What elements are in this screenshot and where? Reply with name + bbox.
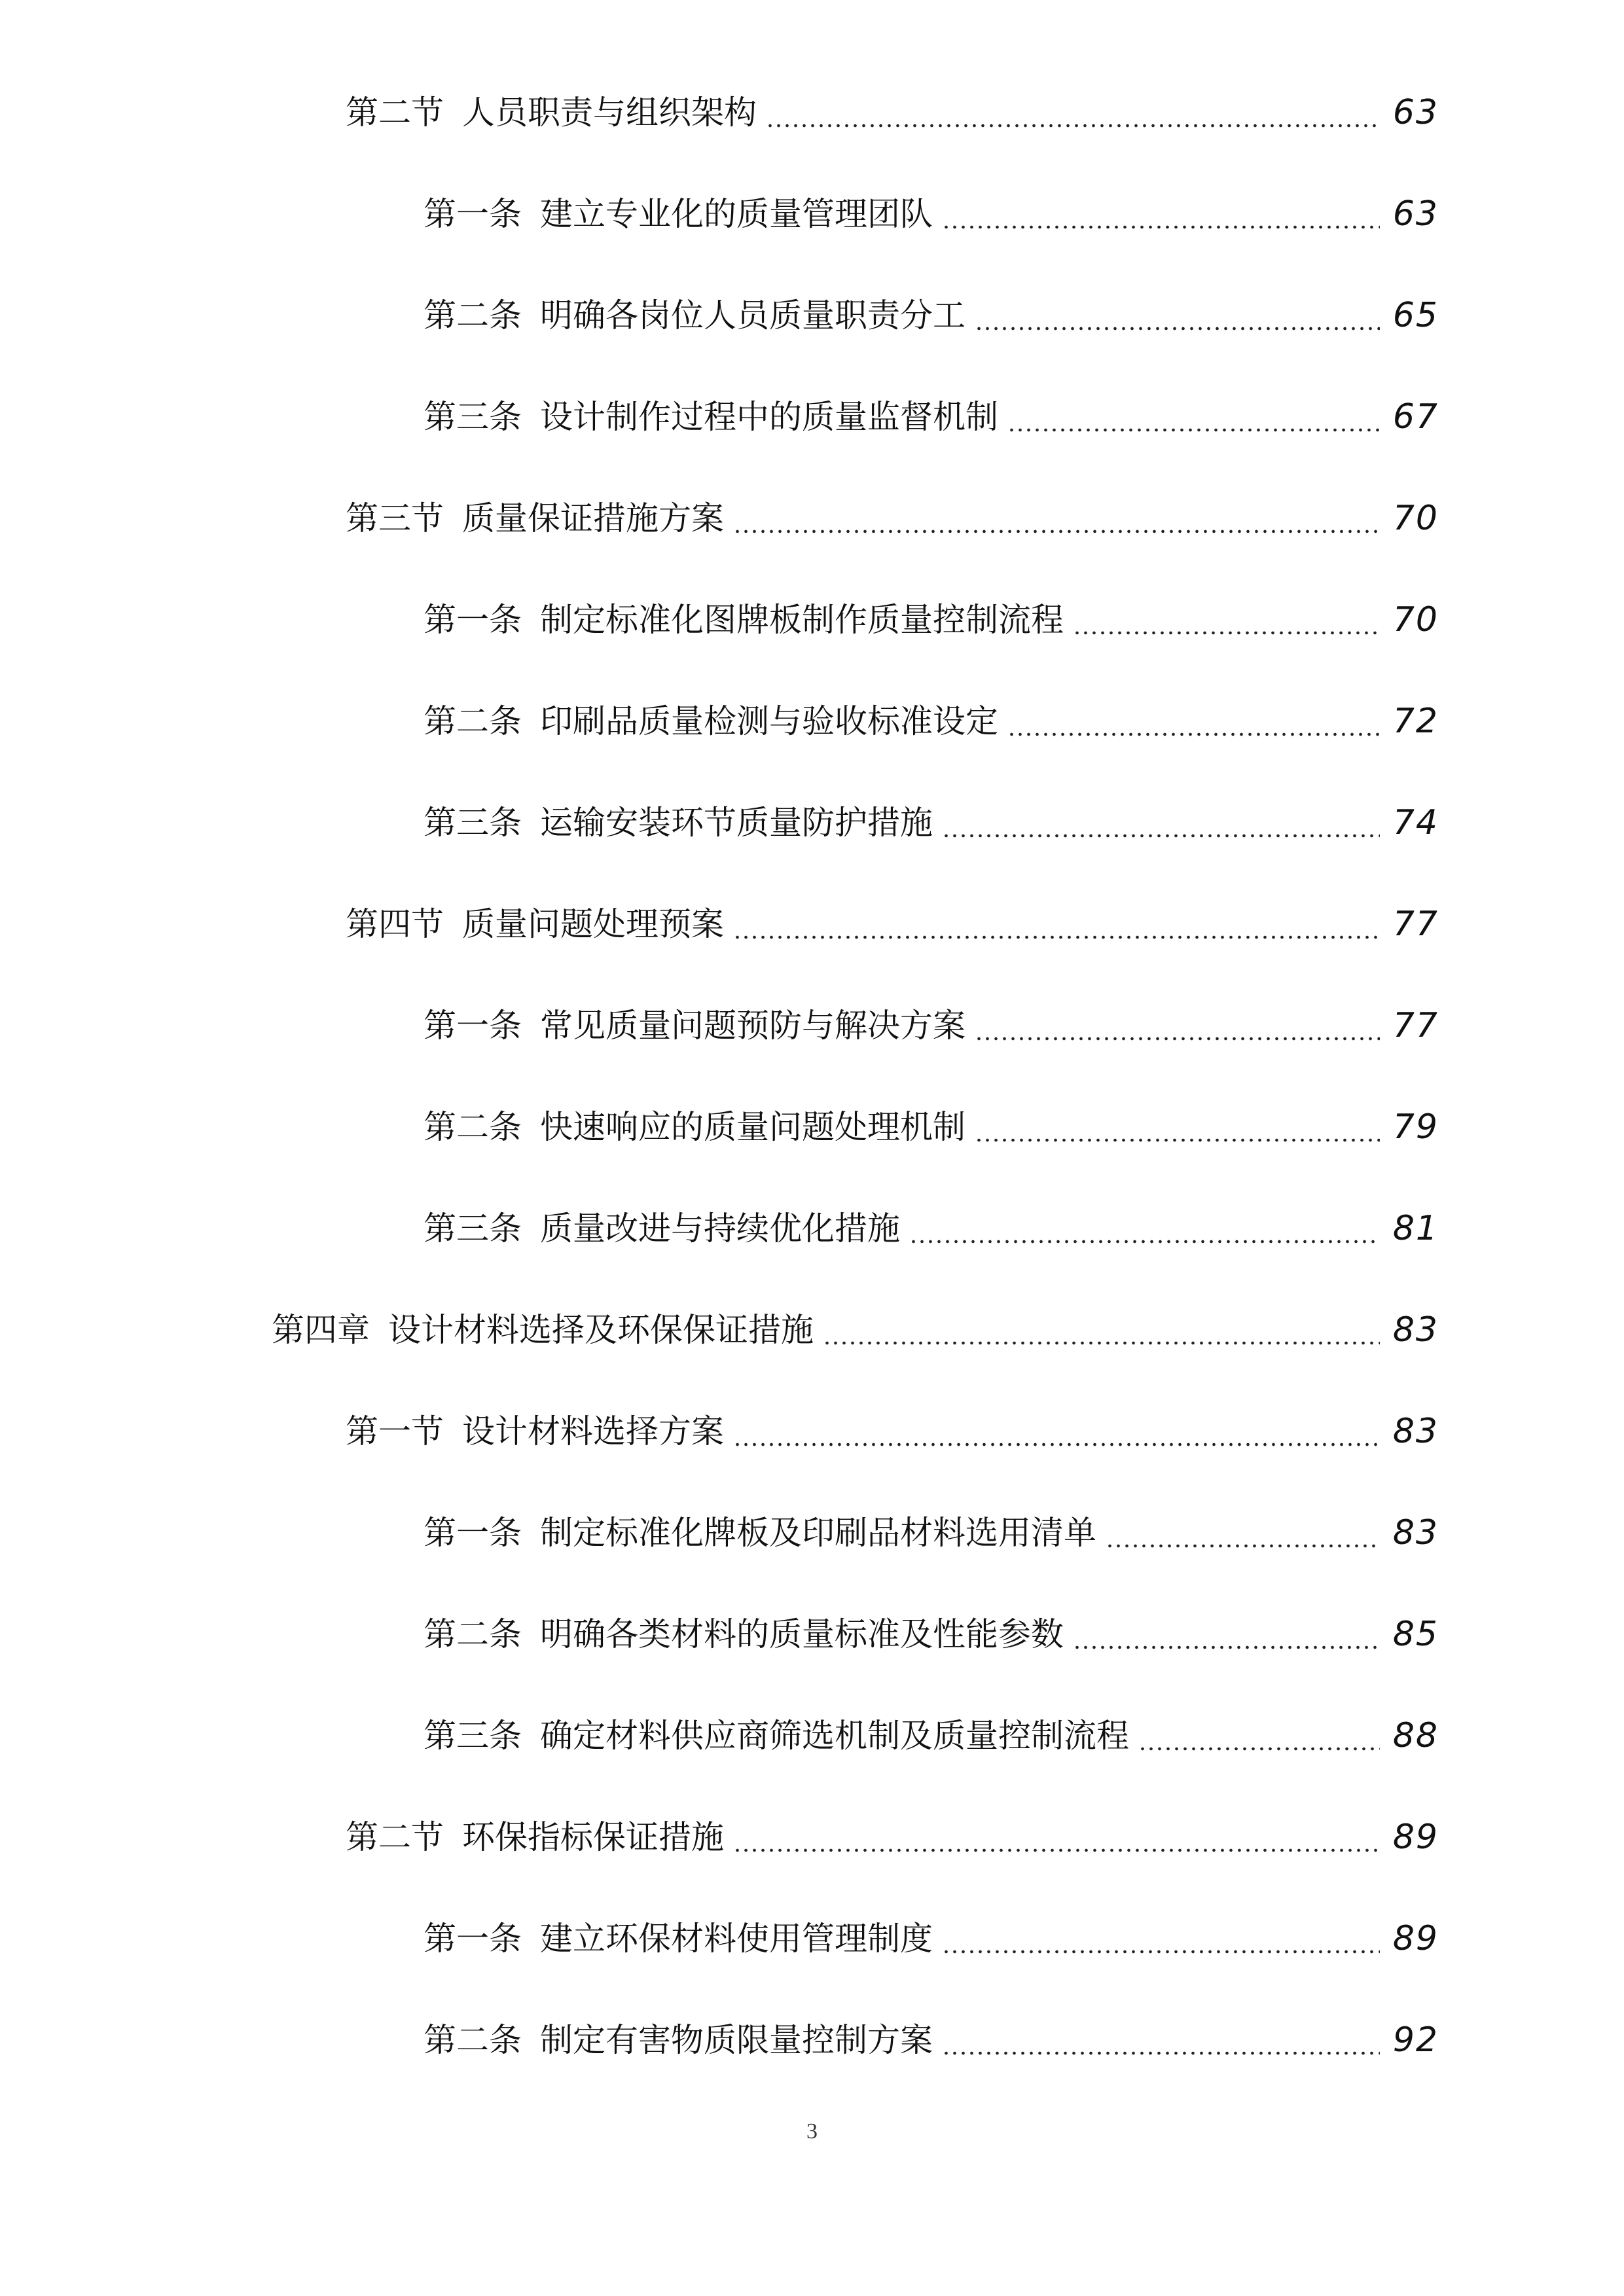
toc-entry[interactable] bbox=[424, 1199, 1439, 1258]
toc-entry[interactable] bbox=[424, 1706, 1439, 1765]
toc-entry-title: 制定有害物质限量控制方案 bbox=[540, 2021, 933, 2059]
toc-entry[interactable] bbox=[346, 83, 1439, 142]
toc-entry-label: 第二节 bbox=[346, 94, 444, 132]
toc-entry-title: 明确各类材料的质量标准及性能参数 bbox=[540, 1615, 1064, 1653]
toc-entry[interactable] bbox=[272, 1300, 1439, 1359]
toc-entry-label: 第二条 bbox=[424, 1615, 522, 1653]
toc-entry-page: 92 bbox=[1392, 2020, 1439, 2060]
toc-entry-page: 70 bbox=[1392, 600, 1439, 639]
toc-dot-leader bbox=[733, 935, 1380, 939]
toc-entry[interactable] bbox=[424, 1909, 1439, 1968]
toc-entry-title: 质量改进与持续优化措施 bbox=[540, 1210, 900, 1247]
toc-dot-leader bbox=[909, 1240, 1380, 1244]
toc-entry[interactable] bbox=[424, 1605, 1439, 1664]
toc-entry[interactable] bbox=[424, 185, 1439, 243]
toc-entry-title: 建立环保材料使用管理制度 bbox=[540, 1920, 933, 1958]
toc-entry-label: 第一节 bbox=[346, 1412, 444, 1450]
toc-entry-label: 第一条 bbox=[424, 195, 522, 233]
toc-entry[interactable] bbox=[424, 1503, 1439, 1562]
toc-entry-label: 第一条 bbox=[424, 1514, 522, 1552]
toc-entry[interactable] bbox=[424, 387, 1439, 446]
toc-entry-label: 第三条 bbox=[424, 1210, 522, 1247]
toc-dot-leader bbox=[1073, 1645, 1380, 1649]
toc-entry-page: 85 bbox=[1392, 1615, 1439, 1654]
toc-entry-label: 第二条 bbox=[424, 2021, 522, 2059]
toc-entry-page: 74 bbox=[1392, 803, 1439, 842]
toc-entry[interactable] bbox=[424, 590, 1439, 649]
toc-entry-page: 79 bbox=[1392, 1107, 1439, 1147]
toc-entry-page: 89 bbox=[1392, 1919, 1439, 1958]
toc-dot-leader bbox=[733, 1848, 1380, 1852]
toc-entry[interactable] bbox=[424, 1098, 1439, 1157]
toc-entry[interactable] bbox=[346, 895, 1439, 954]
toc-entry-label: 第四章 bbox=[272, 1311, 370, 1349]
toc-entry[interactable] bbox=[424, 286, 1439, 345]
toc-dot-leader bbox=[1106, 1544, 1380, 1548]
toc-dot-leader bbox=[942, 225, 1380, 229]
toc-dot-leader bbox=[1138, 1747, 1380, 1751]
toc-entry-label: 第一条 bbox=[424, 601, 522, 639]
toc-entry[interactable] bbox=[424, 2011, 1439, 2070]
page-number: 3 bbox=[806, 2119, 818, 2144]
toc-entry[interactable] bbox=[424, 996, 1439, 1055]
toc-entry-page: 72 bbox=[1392, 702, 1439, 741]
toc-entry-title: 设计材料选择及环保保证措施 bbox=[388, 1311, 814, 1349]
toc-entry[interactable] bbox=[346, 1402, 1439, 1461]
toc-entry-label: 第二条 bbox=[424, 296, 522, 334]
toc-dot-leader bbox=[975, 1037, 1380, 1041]
toc-entry-title: 人员职责与组织架构 bbox=[462, 94, 757, 132]
toc-entry-label: 第一条 bbox=[424, 1007, 522, 1045]
toc-entry-label: 第三条 bbox=[424, 398, 522, 436]
toc-dot-leader bbox=[733, 529, 1380, 533]
toc-entry-title: 快速响应的质量问题处理机制 bbox=[540, 1108, 965, 1146]
toc-entry-title: 制定标准化牌板及印刷品材料选用清单 bbox=[540, 1514, 1096, 1552]
toc-entry-title: 明确各岗位人员质量职责分工 bbox=[540, 296, 965, 334]
toc-entry-label: 第三条 bbox=[424, 804, 522, 842]
toc-entry-page: 81 bbox=[1392, 1209, 1439, 1248]
toc-dot-leader bbox=[766, 124, 1380, 128]
toc-entry-title: 质量保证措施方案 bbox=[462, 499, 724, 537]
toc-entry-label: 第一条 bbox=[424, 1920, 522, 1958]
toc-dot-leader bbox=[733, 1443, 1380, 1446]
toc-entry-page: 65 bbox=[1392, 296, 1439, 335]
toc-entry-title: 设计制作过程中的质量监督机制 bbox=[540, 398, 998, 436]
toc-entry-label: 第三节 bbox=[346, 499, 444, 537]
toc-dot-leader bbox=[942, 834, 1380, 838]
toc-entry[interactable] bbox=[424, 793, 1439, 852]
toc-dot-leader bbox=[1073, 631, 1380, 635]
toc-dot-leader bbox=[975, 1138, 1380, 1142]
toc-entry-page: 83 bbox=[1392, 1310, 1439, 1350]
toc-entry-title: 确定材料供应商筛选机制及质量控制流程 bbox=[540, 1717, 1129, 1755]
toc-dot-leader bbox=[975, 327, 1380, 331]
toc-entry-page: 63 bbox=[1392, 194, 1439, 234]
toc-entry-label: 第二节 bbox=[346, 1818, 444, 1856]
toc-entry-page: 77 bbox=[1392, 905, 1439, 944]
toc-entry-label: 第二条 bbox=[424, 1108, 522, 1146]
toc-entry-page: 70 bbox=[1392, 499, 1439, 538]
toc-entry-label: 第二条 bbox=[424, 702, 522, 740]
toc-dot-leader bbox=[1007, 428, 1380, 432]
toc-entry-page: 77 bbox=[1392, 1006, 1439, 1045]
toc-dot-leader bbox=[1007, 732, 1380, 736]
toc-entry-title: 制定标准化图牌板制作质量控制流程 bbox=[540, 601, 1064, 639]
toc-entry-page: 63 bbox=[1392, 93, 1439, 132]
toc-entry-title: 印刷品质量检测与验收标准设定 bbox=[540, 702, 998, 740]
toc-entry-title: 建立专业化的质量管理团队 bbox=[540, 195, 933, 233]
toc-entry-page: 88 bbox=[1392, 1716, 1439, 1755]
toc-entry-title: 常见质量问题预防与解决方案 bbox=[540, 1007, 965, 1045]
toc-entry-label: 第四节 bbox=[346, 905, 444, 943]
toc-entry-title: 质量问题处理预案 bbox=[462, 905, 724, 943]
toc-entry-label: 第三条 bbox=[424, 1717, 522, 1755]
toc-dot-leader bbox=[823, 1341, 1380, 1345]
toc-entry[interactable] bbox=[424, 692, 1439, 751]
toc-dot-leader bbox=[942, 2051, 1380, 2055]
toc-entry-title: 环保指标保证措施 bbox=[462, 1818, 724, 1856]
toc-entry-title: 设计材料选择方案 bbox=[462, 1412, 724, 1450]
toc-entry-page: 89 bbox=[1392, 1818, 1439, 1857]
toc-entry-page: 83 bbox=[1392, 1412, 1439, 1451]
toc-entry[interactable] bbox=[346, 1808, 1439, 1867]
toc-entry[interactable] bbox=[346, 489, 1439, 548]
toc-entry-page: 83 bbox=[1392, 1513, 1439, 1552]
toc-entry-page: 67 bbox=[1392, 397, 1439, 437]
toc-entry-title: 运输安装环节质量防护措施 bbox=[540, 804, 933, 842]
toc-dot-leader bbox=[942, 1950, 1380, 1954]
